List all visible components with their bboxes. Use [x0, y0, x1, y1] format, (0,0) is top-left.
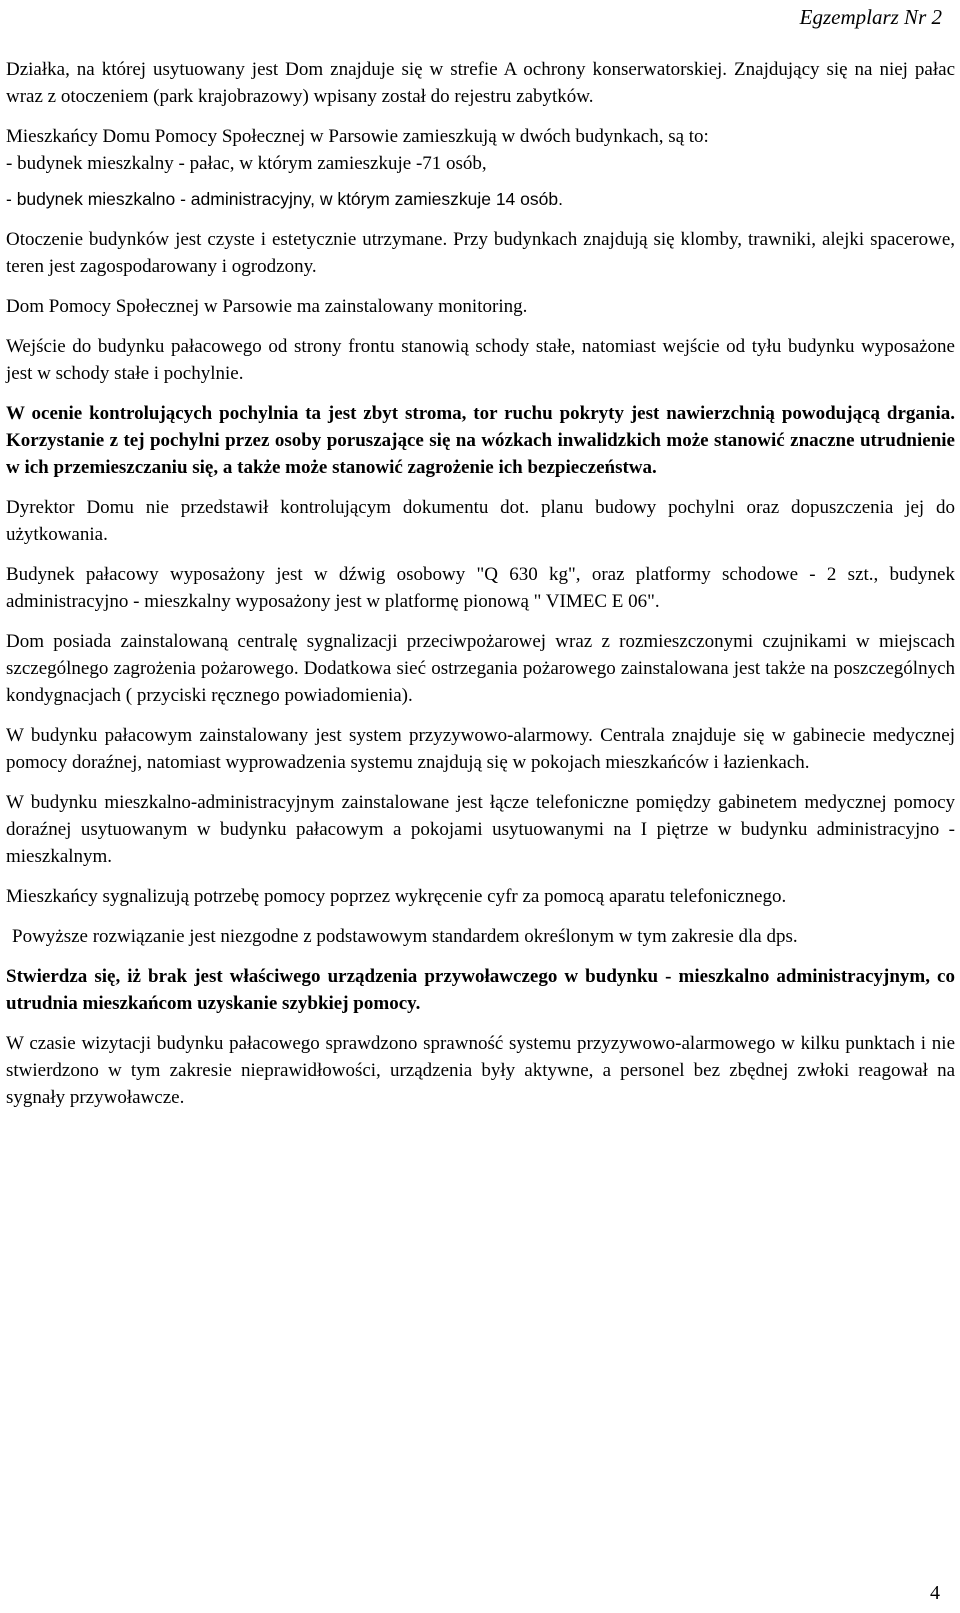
paragraph-ramp-assessment: W ocenie kontrolujących pochylnia ta jest zbyt stroma, tor ruchu pokryty jest nawierzchnią powodującą drgania. Korzystanie z tej pochylni przez osoby poruszające się na wózkach inwalidzkich może stanowić znaczne utrudnienie w ich przemieszczaniu się, a także może stanowić zagrożenie ich bezpieczeństwa. — [6, 403, 955, 478]
paragraph-inspection-result: W czasie wizytacji budynku pałacowego sprawdzono sprawność systemu przyzywowo-alarmowego w kilku punktach i nie stwierdzono w tym zakresie nieprawidłowości, urządzenia były aktywne, a personel bez zbędnej zwłoki reagował na sygnały przywoławcze. — [6, 1033, 955, 1108]
paragraph-entrances: Wejście do budynku pałacowego od strony frontu stanowią schody stałe, natomiast wejście od tyłu budynku wyposażone jest w schody stałe i pochylnie. — [6, 336, 955, 384]
paragraph-finding: Stwierdza się, iż brak jest właściwego urządzenia przywoławczego w budynku - mieszkalno administracyjnym, co utrudnia mieszkańcom uzyskanie szybkiej pomocy. — [6, 966, 955, 1014]
paragraph-phone-link: W budynku mieszkalno-administracyjnym zainstalowane jest łącze telefoniczne pomiędzy gabinetem medycznej pomocy doraźnej usytuowanym w budynku pałacowym a pokojami usytuowanymi na I piętrze w budynku administracyjno - mieszkalnym. — [6, 792, 955, 867]
paragraph-fire-alarm: Dom posiada zainstalowaną centralę sygnalizacji przeciwpożarowej wraz z rozmieszczonymi czujnikami w miejscach szczególnego zagrożenia pożarowego. Dodatkowa sieć ostrzegania pożarowego zainstalowana jest także na poszczególnych kondygnacjach ( przyciski ręcznego powiadomienia). — [6, 631, 955, 706]
paragraph-ramp-documents: Dyrektor Domu nie przedstawił kontrolującym dokumentu dot. planu budowy pochylni oraz dopuszczenia jej do użytkowania. — [6, 497, 955, 545]
copy-number-label: Egzemplarz Nr 2 — [799, 5, 942, 29]
paragraph-surroundings: Otoczenie budynków jest czyste i estetycznie utrzymane. Przy budynkach znajdują się klomby, trawniki, alejki spacerowe, teren jest zagospodarowany i ogrodzony. — [6, 229, 955, 277]
page-number: 4 — [930, 1582, 940, 1604]
paragraph-residents-intro: Mieszkańcy Domu Pomocy Społecznej w Parsowie zamieszkują w dwóch budynkach, są to: — [6, 126, 709, 147]
list-item-admin-building: - budynek mieszkalno - administracyjny, w którym zamieszkuje 14 osób. — [6, 189, 563, 209]
paragraph-noncompliance: Powyższe rozwiązanie jest niezgodne z podstawowym standardem określonym w tym zakresie dla dps. — [12, 926, 798, 947]
document-body — [6, 56, 955, 1124]
list-item-palace: - budynek mieszkalny - pałac, w którym zamieszkuje -71 osób, — [6, 153, 487, 174]
paragraph-monitoring: Dom Pomocy Społecznej w Parsowie ma zainstalowany monitoring. — [6, 296, 528, 317]
paragraph-call-system: W budynku pałacowym zainstalowany jest system przyzywowo-alarmowy. Centrala znajduje się w gabinecie medycznej pomocy doraźnej, natomiast wyprowadzenia systemu znajdują się w pokojach mieszkańców i łazienkach. — [6, 725, 955, 773]
paragraph-lifts: Budynek pałacowy wyposażony jest w dźwig osobowy "Q 630 kg", oraz platformy schodowe - 2 szt., budynek administracyjno - mieszkalny wyposażony jest w platformę pionową " VIMEC E 06". — [6, 564, 955, 612]
paragraph-phone-signalling: Mieszkańcy sygnalizują potrzebę pomocy poprzez wykręcenie cyfr za pomocą aparatu telefonicznego. — [6, 886, 787, 907]
paragraph-plot-location: Działka, na której usytuowany jest Dom znajduje się w strefie A ochrony konserwatorskiej. Znajdujący się na niej pałac wraz z otoczeniem (park krajobrazowy) wpisany został do rejestru zabytków. — [6, 59, 955, 107]
